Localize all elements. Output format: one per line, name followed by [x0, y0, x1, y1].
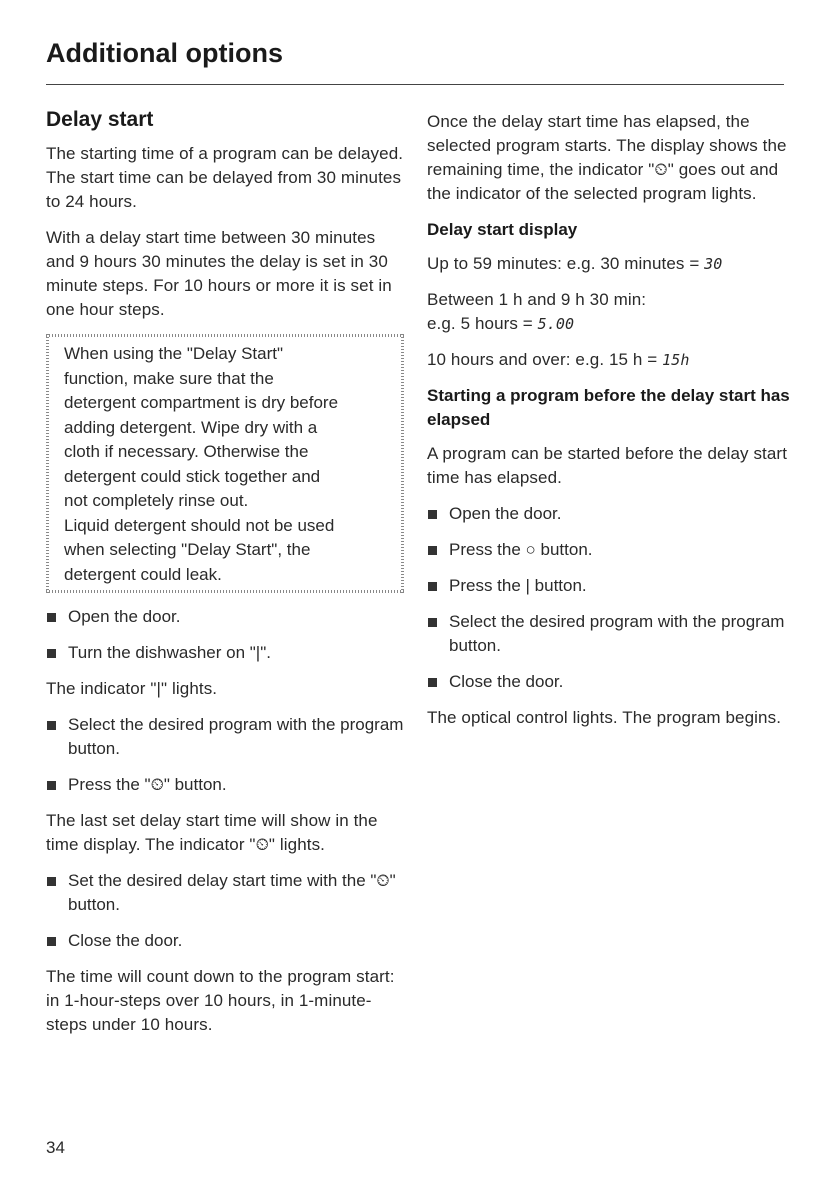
- paragraph: Once the delay start time has elapsed, the selected program starts. The display shows the remaining time, the indicator "⏲" goes out and the indicator of the selected program lights.: [427, 112, 787, 203]
- step-item: [427, 610, 797, 658]
- display-example-text: e.g. 5 hours =: [427, 314, 538, 333]
- step-text: Open the door.: [449, 504, 562, 523]
- note-line: function, make sure that the: [64, 368, 274, 388]
- bullet-square-icon: [47, 613, 56, 622]
- section-heading-delay-start: Delay start: [46, 108, 154, 131]
- step-item: [427, 502, 797, 526]
- step-text: Select the desired program with the program button.: [449, 612, 785, 655]
- left-column: [46, 108, 406, 1049]
- step-text: Press the "⏲" button.: [68, 775, 227, 794]
- bullet-square-icon: [47, 781, 56, 790]
- paragraph: A program can be started before the delay start time has elapsed.: [427, 444, 788, 487]
- note-line: not completely rinse out.: [64, 491, 249, 510]
- page-title: Additional options: [46, 38, 283, 68]
- step-item: [46, 929, 406, 953]
- bullet-square-icon: [428, 546, 437, 555]
- step-text: Select the desired program with the program button.: [68, 715, 404, 758]
- note-line: detergent could leak.: [64, 564, 222, 584]
- display-example: [427, 252, 797, 276]
- subheading-delay-start-display: Delay start display: [427, 220, 578, 239]
- paragraph: The optical control lights. The program begins.: [427, 708, 782, 727]
- warning-note-box: [46, 334, 404, 593]
- display-example-text: Up to 59 minutes: e.g. 30 minutes =: [427, 254, 705, 273]
- bullet-square-icon: [428, 678, 437, 687]
- display-example-text: Between 1 h and 9 h 30 min:: [427, 290, 647, 309]
- note-line: when selecting "Delay Start", the: [64, 540, 311, 559]
- note-line: adding detergent. Wipe dry with a: [64, 417, 318, 437]
- bullet-square-icon: [47, 649, 56, 658]
- step-item: [46, 605, 406, 629]
- right-column: [427, 110, 797, 742]
- page-number: 34: [46, 1138, 65, 1157]
- step-text: Close the door.: [449, 672, 564, 691]
- step-item: [427, 538, 797, 562]
- bullet-square-icon: [428, 510, 437, 519]
- bullet-square-icon: [428, 618, 437, 627]
- display-example: [427, 348, 797, 372]
- step-item: [427, 670, 797, 694]
- step-text: Set the desired delay start time with the "⏲" button.: [68, 871, 396, 914]
- step-text: Close the door.: [68, 931, 183, 950]
- step-item: [46, 713, 406, 761]
- title-divider: [46, 84, 784, 85]
- bullet-square-icon: [47, 721, 56, 730]
- step-item: [46, 869, 406, 917]
- note-line: When using the "Delay Start": [64, 344, 284, 363]
- step-item: [427, 574, 797, 598]
- note-line: detergent compartment is dry before: [64, 393, 339, 412]
- bullet-square-icon: [428, 582, 437, 591]
- step-text: Press the ○ button.: [449, 540, 593, 559]
- paragraph: The starting time of a program can be delayed. The start time can be delayed from 30 minutes to 24 hours.: [46, 144, 404, 211]
- note-line: Liquid detergent should not be used: [64, 515, 335, 535]
- step-text: Open the door.: [68, 607, 181, 626]
- paragraph: With a delay start time between 30 minutes and 9 hours 30 minutes the delay is set in 30 minute steps. For 10 hours or more it is set in one hour steps.: [46, 228, 392, 319]
- step-item: [46, 773, 406, 797]
- display-readout: 5.00: [537, 315, 575, 333]
- bullet-square-icon: [47, 937, 56, 946]
- step-text: Press the | button.: [449, 576, 587, 595]
- bullet-square-icon: [47, 877, 56, 886]
- display-readout: 30: [704, 255, 723, 273]
- display-readout: 15h: [662, 351, 690, 369]
- step-item: [46, 641, 406, 665]
- note-line: detergent could stick together and: [64, 466, 321, 486]
- paragraph: The indicator "|" lights.: [46, 679, 218, 698]
- display-example: [427, 288, 797, 336]
- note-line: cloth if necessary. Otherwise the: [64, 442, 309, 461]
- step-text: Turn the dishwasher on "|".: [68, 643, 271, 662]
- paragraph: The time will count down to the program start: in 1-hour-steps over 10 hours, in 1-minute-steps under 10 hours.: [46, 967, 395, 1034]
- subheading-start-before-elapsed: Starting a program before the delay start has elapsed: [427, 386, 790, 429]
- paragraph: The last set delay start time will show in the time display. The indicator "⏲" lights.: [46, 811, 378, 854]
- display-example-text: 10 hours and over: e.g. 15 h =: [427, 350, 663, 369]
